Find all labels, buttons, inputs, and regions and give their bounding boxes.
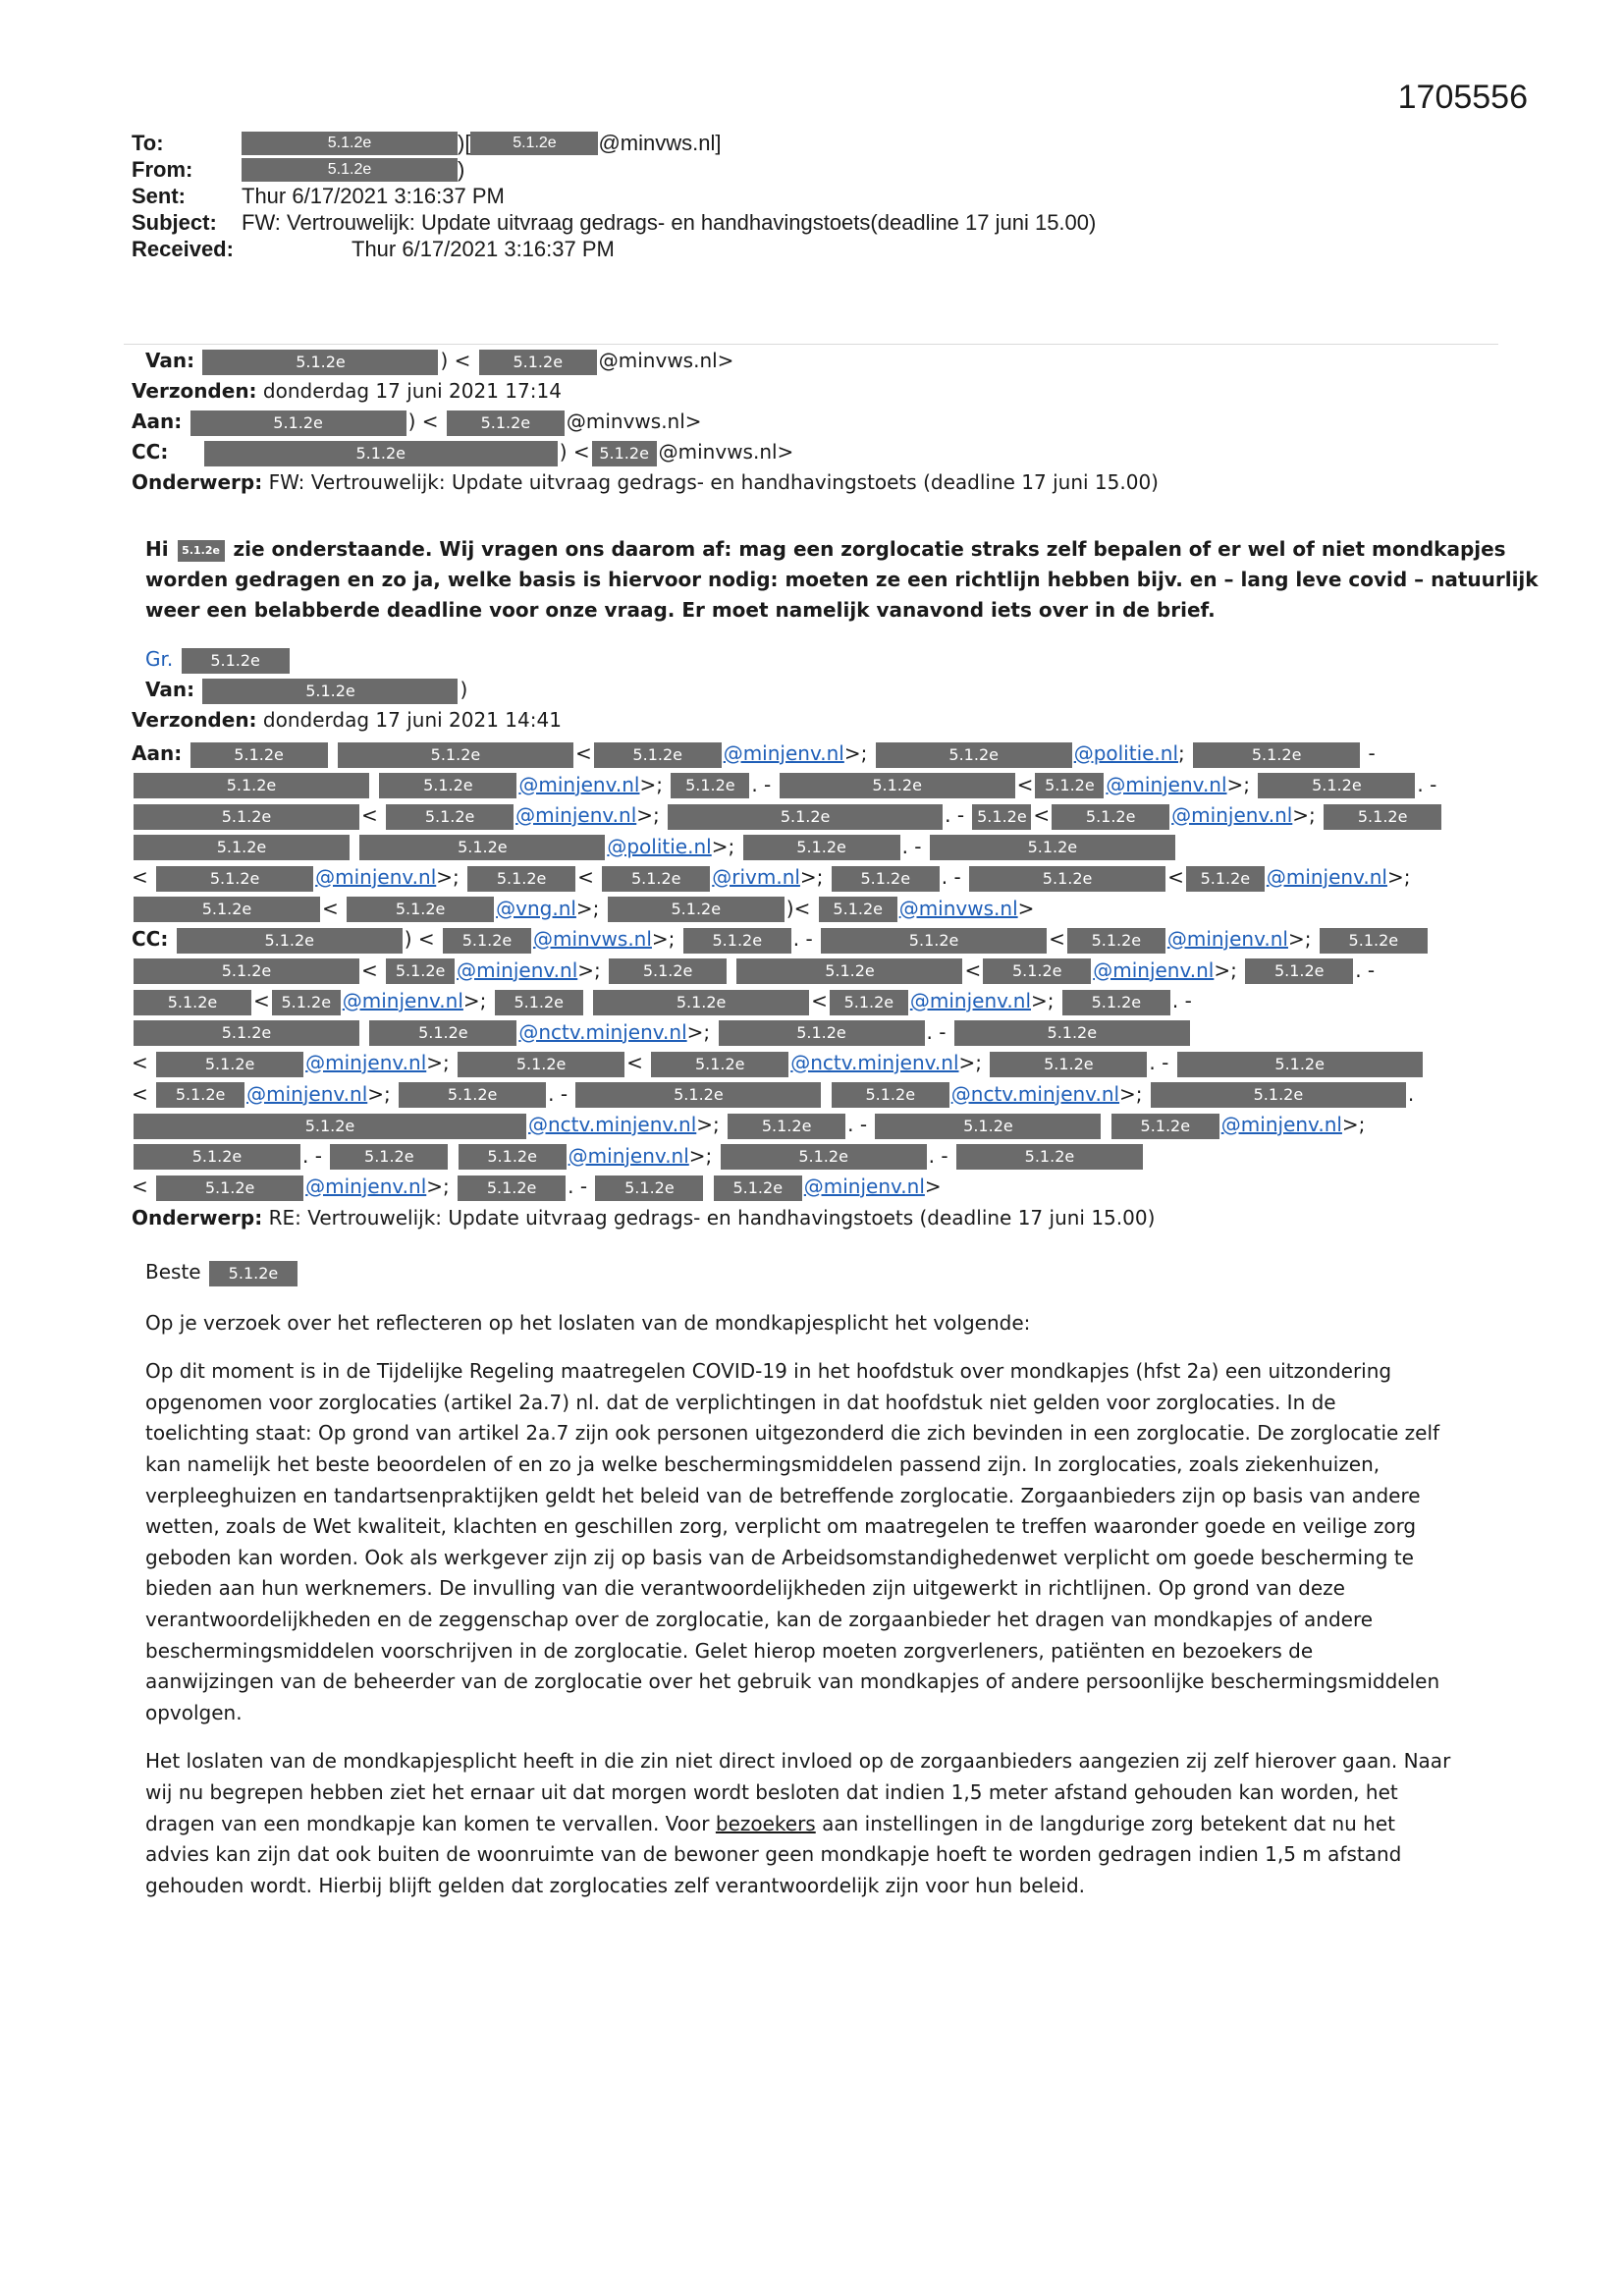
cc-label: CC:	[132, 927, 169, 951]
redaction: 5.1.2e	[242, 132, 458, 155]
redaction: 5.1.2e	[447, 410, 565, 436]
van-domain: @minvws.nl>	[598, 349, 734, 372]
redaction: 5.1.2e	[178, 540, 225, 562]
aan-domain: @minvws.nl>	[566, 410, 702, 433]
redaction: 5.1.2e	[594, 742, 722, 768]
van-label: Van:	[145, 678, 195, 701]
subject-label: Subject:	[132, 210, 217, 235]
redaction: 5.1.2e	[202, 350, 438, 375]
onderwerp-value: RE: Vertrouwelijk: Update uitvraag gedrags- en handhavingstoets (deadline 17 juni 15.00)	[268, 1205, 1156, 1230]
redaction: 5.1.2e	[954, 1020, 1190, 1046]
document-number: 1705556	[1397, 79, 1528, 116]
redaction: 5.1.2e	[134, 835, 350, 860]
body-line: worden gedragen en zo ja, welke basis is hiervoor nodig: moeten ze een richtlijn hebben bijv. en – lang leve covid – natuurlijk	[145, 568, 1539, 591]
body-line: Het loslaten van de mondkapjesplicht heeft in die zin niet direct invloed op de zorgaanbieders aangezien zij zelf hierover gaan. Naar	[145, 1749, 1451, 1774]
onderwerp-label: Onderwerp:	[132, 470, 263, 494]
email-domain-link[interactable]: @minjenv.nl	[909, 989, 1031, 1012]
body-line: verpleeghuizen en tandartsenpraktijken geldt het beleid van de betreffende zorglocatie. Zorgaanbieders zijn op basis van andere	[145, 1483, 1421, 1507]
from-label: From:	[132, 157, 193, 182]
body-line: geboden kan worden. Ook als werkgever zijn zij op basis van de Arbeidsomstandighedenwet verplicht om goede bescherming te	[145, 1545, 1414, 1569]
body-line: bieden aan hun werknemers. De invulling van die verantwoordelijkheden zijn uitgewerkt in richtlijnen. Op grond van deze	[145, 1576, 1345, 1601]
redaction: 5.1.2e	[1193, 742, 1360, 768]
paragraph-2	[145, 1746, 1500, 1901]
email-domain-link[interactable]: @nctv.minjenv.nl	[528, 1113, 697, 1136]
subject-value: FW: Vertrouwelijk: Update uitvraag gedrags- en handhavingstoets(deadline 17 juni 15.00)	[242, 210, 1097, 235]
email-domain-link[interactable]: @minjenv.nl	[1171, 803, 1293, 827]
redaction: 5.1.2e	[156, 1082, 244, 1108]
verzonden-value: donderdag 17 juni 2021 14:41	[262, 708, 562, 732]
body-line: toelichting staat: Op grond van artikel 2a.7 zijn ook personen uitgezonderd die zich bevinden in een zorglocatie. De zorglocatie zelf	[145, 1421, 1440, 1446]
onderwerp-value: FW: Vertrouwelijk: Update uitvraag gedrags- en handhavingstoets (deadline 17 juni 15.00)	[268, 470, 1159, 494]
email-domain-link[interactable]: @politie.nl	[607, 834, 712, 858]
email-domain-link[interactable]: @minjenv.nl	[305, 1175, 427, 1198]
redaction: 5.1.2e	[330, 1144, 448, 1170]
redaction: 5.1.2e	[608, 897, 785, 922]
redaction: 5.1.2e	[458, 1175, 566, 1201]
redaction: 5.1.2e	[1067, 928, 1165, 954]
email-domain-link[interactable]: @minjenv.nl	[1220, 1113, 1342, 1136]
redaction: 5.1.2e	[1035, 773, 1104, 798]
redaction: 5.1.2e	[495, 990, 583, 1015]
email-domain-link[interactable]: @minjenv.nl	[518, 772, 640, 796]
redaction: 5.1.2e	[156, 866, 313, 892]
cc-label: CC:	[132, 440, 169, 464]
redaction: 5.1.2e	[134, 804, 359, 830]
redaction: 5.1.2e	[134, 1144, 300, 1170]
redaction: 5.1.2e	[832, 1082, 949, 1108]
bezoekers-underlined: bezoekers	[715, 1811, 816, 1835]
received-value: Thur 6/17/2021 3:16:37 PM	[352, 237, 615, 261]
redaction: 5.1.2e	[819, 897, 897, 922]
redaction: 5.1.2e	[242, 158, 458, 182]
email-domain-link[interactable]: @minjenv.nl	[315, 865, 437, 889]
redaction: 5.1.2e	[134, 958, 359, 984]
redaction: 5.1.2e	[202, 679, 458, 704]
redaction: 5.1.2e	[470, 132, 598, 155]
email-header: To: 5.1.2e )[ 5.1.2e @minvws.nl] From: 5.1.2e ) Sent: Thur 6/17/2021 3:16:37 PM Subject: FW: Vertrouwelijk: Update uitvraag gedrags- en handhavingstoets(deadline 17 juni 15.00) Received: Thur 6/17/2021 3:16:37 PM	[132, 131, 1097, 261]
redaction: 5.1.2e	[668, 804, 943, 830]
redaction: 5.1.2e	[1052, 804, 1169, 830]
redaction: 5.1.2e	[369, 1020, 516, 1046]
redaction: 5.1.2e	[1320, 928, 1428, 954]
sent-label: Sent:	[132, 184, 186, 208]
message-body	[145, 1257, 1500, 1901]
redaction: 5.1.2e	[1245, 958, 1353, 984]
email-domain-link[interactable]: @minjenv.nl	[1093, 957, 1215, 982]
redaction: 5.1.2e	[575, 1082, 821, 1108]
divider	[124, 344, 1498, 345]
redaction: 5.1.2e	[386, 958, 455, 984]
email-domain-link[interactable]: @minjenv.nl	[568, 1143, 689, 1168]
redaction: 5.1.2e	[593, 990, 809, 1015]
redaction: 5.1.2e	[990, 1052, 1147, 1077]
redaction: 5.1.2e	[780, 773, 1015, 798]
body-line: Op dit moment is in de Tijdelijke Regeling maatregelen COVID-19 in het hoofdstuk over mondkapjes (hfst 2a) een uitzondering	[145, 1359, 1392, 1384]
body-line: gehouden wordt. Hierbij blijft gelden dat zorglocaties zelf verantwoordelijk zijn voor hun beleid.	[145, 1873, 1086, 1897]
greeting-gr: Gr.	[145, 647, 174, 671]
redaction: 5.1.2e	[832, 866, 940, 892]
onderwerp-label: Onderwerp:	[132, 1205, 263, 1230]
redaction: 5.1.2e	[134, 990, 251, 1015]
email-domain-link[interactable]: @vng.nl	[496, 896, 576, 920]
verzonden-label: Verzonden:	[132, 708, 257, 732]
email-domain-link[interactable]: @minjenv.nl	[515, 803, 637, 827]
redaction: 5.1.2e	[359, 835, 605, 860]
redaction: 5.1.2e	[651, 1052, 788, 1077]
redaction: 5.1.2e	[209, 1261, 298, 1286]
redaction: 5.1.2e	[204, 441, 558, 466]
aan-label: Aan:	[132, 410, 183, 433]
redaction: 5.1.2e	[821, 928, 1047, 954]
redaction: 5.1.2e	[134, 897, 320, 922]
recipients-block: Aan: 5.1.2e 5.1.2e < 5.1.2e @minjenv.nl>; 5.1.2e @politie.nl; 5.1.2e - 5.1.2e 5.1.2e @minjenv.nl>; 5.1.2e . - 5.1.2e < 5.1.2e @minjenv.nl>; 5.1.2e . - 5.1.2e < 5.1.2e @minjenv.nl>; 5.1.2e . - 5.1.2e < 5.1.2e @minjenv.nl>; 5.1.2e 5.1.2e 5.1.2e @politie.nl>; 5.1.2e . - 5.1.2e < 5.1.2e @minjenv.nl>; 5.1.2e < 5.1.2e @rivm.nl>; 5.1.2e . - 5.1.2e < 5.1.2e @minjenv.nl>; 5.1.2e < 5.1.2e @vng.nl>; 5.1.2e )< 5.1.2e @minvws.nl> CC: 5.1.2e ) < 5.1.2e @minvws.nl>; 5.1.2e . - 5.1.2e < 5.1.2e @minjenv.nl>; 5.1.2e 5.1.2e < 5.1.2e @minjenv.nl>; 5.1.2e 5.1.2e < 5.1.2e @minjenv.nl>; 5.1.2e . - 5.1.2e < 5.1.2e @minjenv.nl>; 5.1.2e 5.1.2e < 5.1.2e @minjenv.nl>; 5.1.2e . - 5.1.2e 5.1.2e @nctv.minjenv.nl>; 5.1.2e . - 5.1.2e < 5.1.2e @minjenv.nl>; 5.1.2e < 5.1.2e @nctv.minjenv.nl>; 5.1.2e . - 5.1.2e < 5.1.2e @minjenv.nl>; 5.1.2e . - 5.1.2e 5.1.2e @nctv.minjenv.nl>; 5.1.2e . 5.1.2e @nctv.minjenv.nl>; 5.1.2e . - 5.1.2e 5.1.2e @minjenv.nl>; 5.1.2e . - 5.1.2e 5.1.2e @minjenv.nl>; 5.1.2e . - 5.1.2e < 5.1.2e @minjenv.nl>; 5.1.2e . - 5.1.2e 5.1.2e @minjenv.nl> Onderwerp: RE: Vertrouwelijk: Update uitvraag gedrags- en handhavingstoets (deadline 17 juni 15.00)	[132, 738, 1487, 1233]
redaction: 5.1.2e	[609, 958, 727, 984]
van-label: Van:	[145, 349, 195, 372]
redaction: 5.1.2e	[1111, 1114, 1219, 1139]
body-line: wij nu begrepen hebben ziet het ernaar uit dat morgen wordt besloten dat indien 1,5 meter afstand gehouden kan worden, het	[145, 1779, 1398, 1804]
redaction: 5.1.2e	[156, 1052, 303, 1077]
email-domain-link[interactable]: @minvws.nl	[533, 927, 652, 951]
email-domain-link[interactable]: @minjenv.nl	[803, 1175, 925, 1198]
body-line: aan instellingen in de langdurige zorg betekent dat nu het	[822, 1811, 1395, 1835]
aan-label: Aan:	[132, 741, 183, 765]
redaction: 5.1.2e	[956, 1144, 1143, 1170]
hi-label: Hi	[145, 537, 169, 561]
redaction: 5.1.2e	[443, 928, 531, 954]
original-mail-header: Gr. 5.1.2e Van: 5.1.2e ) Verzonden: donderdag 17 juni 2021 14:41	[132, 647, 562, 732]
verzonden-label: Verzonden:	[132, 379, 257, 403]
redaction: 5.1.2e	[595, 1175, 703, 1201]
body-line: dragen van een mondkapje kan komen te vervallen. Voor	[145, 1811, 710, 1835]
to-label: To:	[132, 131, 164, 155]
forwarded-mail-body	[145, 534, 1539, 626]
redaction: 5.1.2e	[134, 1114, 526, 1139]
body-line: advies kan zijn dat ook buiten de woonruimte van de bewoner geen mondkapje hoeft te worden gedragen indien 1,5 m afstand	[145, 1842, 1402, 1867]
redaction: 5.1.2e	[983, 958, 1091, 984]
email-domain-link[interactable]: @minjenv.nl	[1106, 772, 1227, 796]
redaction: 5.1.2e	[714, 1175, 802, 1201]
redaction: 5.1.2e	[1177, 1052, 1423, 1077]
redaction: 5.1.2e	[592, 441, 657, 466]
email-domain-link[interactable]: @minjenv.nl	[457, 957, 578, 982]
verzonden-value: donderdag 17 juni 2021 17:14	[262, 379, 562, 403]
body-line: opgenomen voor zorglocaties (artikel 2a.7) nl. dat de verplichtingen in dat hoofdstuk niet gelden voor zorglocaties. In de	[145, 1390, 1336, 1414]
redaction: 5.1.2e	[830, 990, 908, 1015]
redaction: 5.1.2e	[272, 990, 341, 1015]
paragraph-1	[145, 1356, 1500, 1728]
redaction: 5.1.2e	[347, 897, 494, 922]
redaction: 5.1.2e	[1062, 990, 1170, 1015]
email-domain-link[interactable]: @minjenv.nl	[305, 1051, 427, 1074]
email-domain-link[interactable]: @nctv.minjenv.nl	[790, 1051, 959, 1074]
email-domain-link[interactable]: @minjenv.nl	[1266, 865, 1387, 889]
email-domain-link[interactable]: @minjenv.nl	[723, 741, 844, 765]
redaction: 5.1.2e	[467, 866, 575, 892]
email-domain-link[interactable]: @minjenv.nl	[246, 1081, 368, 1106]
intro-text: Op je verzoek over het reflecteren op het loslaten van de mondkapjesplicht het volgende:	[145, 1310, 1031, 1335]
cc-domain: @minvws.nl>	[658, 440, 794, 464]
redaction: 5.1.2e	[721, 1144, 927, 1170]
email-domain-link[interactable]: @politie.nl	[1073, 741, 1179, 765]
body-line: aanwijzingen van de beheerder van de zorglocatie over het gebruik van mondkapjes of andere persoonlijke beschermingsmiddelen	[145, 1669, 1440, 1694]
redaction: 5.1.2e	[1186, 866, 1265, 892]
body-line: beschermingsmiddelen voorschrijven in de zorglocatie. Gelet hierop moeten zorgverleners, patiënten en bezoekers de	[145, 1638, 1314, 1663]
body-line: zie onderstaande. Wij vragen ons daarom af: mag een zorglocatie straks zelf bepalen of er wel of niet mondkapjes	[233, 537, 1506, 561]
redaction: 5.1.2e	[459, 1144, 567, 1170]
redaction: 5.1.2e	[671, 773, 749, 798]
body-line: kan namelijk het beste beoordelen of en zo ja welke beschermingsmiddelen passend zijn. In zorglocaties, zoals ziekenhuizen,	[145, 1451, 1380, 1476]
redaction: 5.1.2e	[386, 804, 514, 830]
redaction: 5.1.2e	[602, 866, 710, 892]
redaction: 5.1.2e	[683, 928, 791, 954]
body-line: wetten, zoals de Wet kwaliteit, klachten en geschillen zorg, verplicht om maatregelen te treffen waaronder goede en veilige zorg	[145, 1514, 1417, 1539]
received-label: Received:	[132, 237, 234, 261]
redaction: 5.1.2e	[1258, 773, 1415, 798]
redaction: 5.1.2e	[338, 742, 573, 768]
redaction: 5.1.2e	[876, 742, 1072, 768]
redaction: 5.1.2e	[1151, 1082, 1406, 1108]
to-domain: @minvws.nl]	[598, 131, 722, 155]
redaction: 5.1.2e	[134, 1020, 359, 1046]
redaction: 5.1.2e	[1324, 804, 1441, 830]
greeting: Beste	[145, 1260, 201, 1284]
email-domain-link[interactable]: @rivm.nl	[712, 865, 800, 889]
email-domain-link[interactable]: @nctv.minjenv.nl	[518, 1019, 687, 1044]
redaction: 5.1.2e	[969, 866, 1165, 892]
redaction: 5.1.2e	[743, 835, 900, 860]
redaction: 5.1.2e	[728, 1114, 845, 1139]
email-domain-link[interactable]: @nctv.minjenv.nl	[950, 1081, 1120, 1106]
redaction: 5.1.2e	[379, 773, 516, 798]
body-line: opvolgen.	[145, 1700, 243, 1724]
redaction: 5.1.2e	[875, 1114, 1101, 1139]
redaction: 5.1.2e	[972, 804, 1031, 830]
redaction: 5.1.2e	[736, 958, 962, 984]
body-line: verantwoordelijkheden en de zeggenschap over de zorglocatie, kan de zorgaanbieder het dragen van mondkapjes of andere	[145, 1607, 1374, 1631]
body-line: weer een belabberde deadline voor onze vraag. Er moet namelijk vanavond iets over in de brief.	[145, 598, 1216, 622]
redaction: 5.1.2e	[930, 835, 1175, 860]
email-domain-link[interactable]: @minjenv.nl	[342, 989, 463, 1012]
redaction: 5.1.2e	[177, 928, 403, 954]
sent-value: Thur 6/17/2021 3:16:37 PM	[242, 184, 505, 208]
redaction: 5.1.2e	[156, 1175, 303, 1201]
redaction: 5.1.2e	[399, 1082, 546, 1108]
email-domain-link[interactable]: @minjenv.nl	[1166, 927, 1288, 951]
redaction: 5.1.2e	[134, 773, 369, 798]
redaction: 5.1.2e	[190, 410, 406, 436]
redaction: 5.1.2e	[479, 350, 597, 375]
email-domain-link[interactable]: @minvws.nl	[898, 896, 1018, 920]
redaction: 5.1.2e	[719, 1020, 925, 1046]
redaction: 5.1.2e	[182, 648, 290, 674]
redaction: 5.1.2e	[190, 742, 328, 768]
redaction: 5.1.2e	[458, 1052, 624, 1077]
forwarded-mail-header: Van: 5.1.2e ) < 5.1.2e @minvws.nl> Verzonden: donderdag 17 juni 2021 17:14 Aan: 5.1.2e ) < 5.1.2e @minvws.nl> CC: 5.1.2e ) < 5.1.2e @minvws.nl> Onderwerp: FW: Vertrouwelijk: Update uitvraag gedrags- en handhavingstoets (deadline 17 juni 15.00)	[132, 349, 1159, 494]
